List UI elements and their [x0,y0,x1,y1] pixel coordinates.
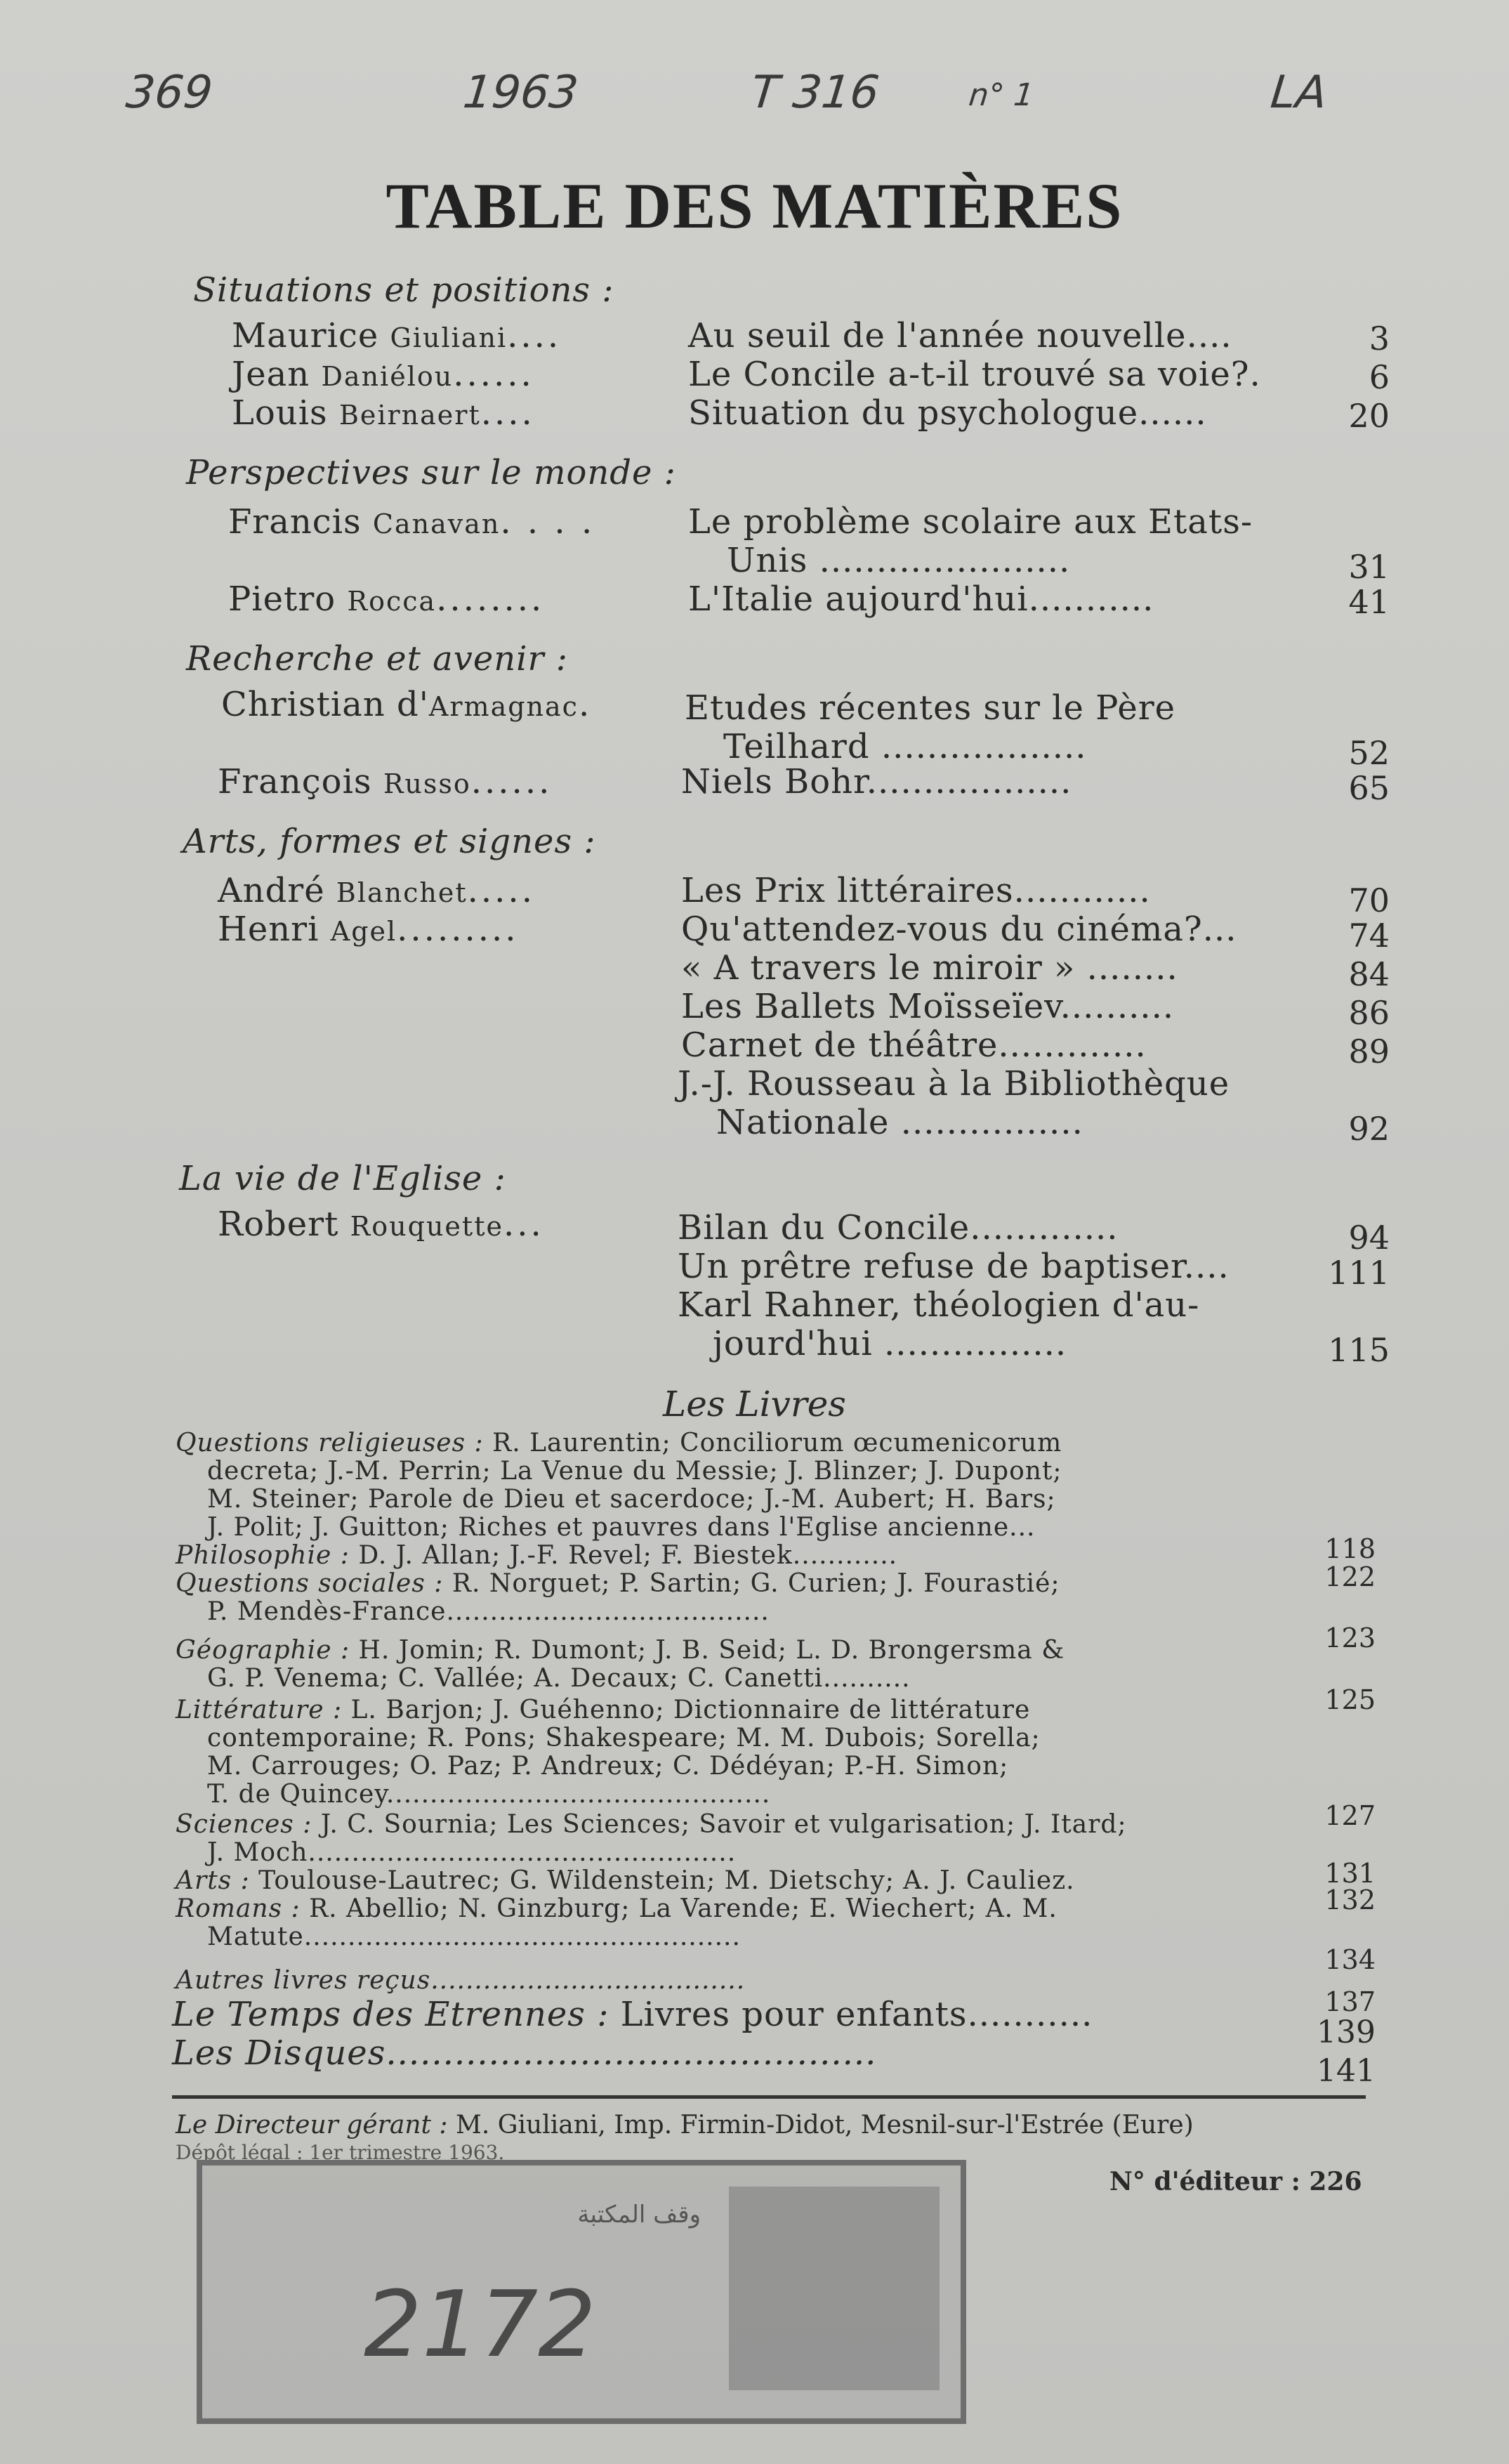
section-heading: La vie de l'Eglise : [179,1159,506,1198]
stamp-seal [729,2187,940,2390]
other-books: Autres livres reçus.................................... [176,1966,746,1995]
book-category: Questions religieuses : [176,1429,484,1457]
book-text: Toulouse-Lautrec; G. Wildenstein; M. Dietschy; A. J. Cauliez. [249,1866,1075,1895]
page-number: 3 [1369,320,1390,358]
page-number: 111 [1328,1254,1390,1292]
footer-editor-number: N° d'éditeur : 226 [1109,2167,1362,2196]
article-title: Carnet de théâtre............. [681,1025,1147,1065]
page-number: 41 [1348,583,1390,621]
author-first: François [218,762,372,801]
handwritten-note-1: 369 [124,67,216,119]
article-title-cont: Teilhard .................. [723,727,1087,766]
author [228,502,595,542]
leader-dots: ........ [436,579,545,619]
author-last: Rocca [347,586,437,617]
page-number: 132 [1324,1885,1376,1915]
handwritten-note-5: LA [1268,67,1330,119]
author [232,355,534,394]
article-title-cont: Nationale ................ [716,1103,1083,1142]
author-first: Pietro [228,579,336,619]
page-number: 122 [1324,1561,1376,1592]
article-title: Etudes récentes sur le Père [685,688,1176,728]
author [232,393,535,433]
book-category: Questions sociales : [176,1569,444,1598]
page-number: 115 [1328,1331,1390,1369]
article-title: Au seuil de l'année nouvelle.... [688,316,1232,355]
footer-label: Le Directeur gérant : [176,2111,448,2139]
page-number: 141 [1317,2053,1376,2089]
book-line: Matute.................................................. [207,1922,741,1951]
author-last: Russo [383,768,471,799]
author [218,910,519,949]
author [221,685,592,724]
page-number: 127 [1324,1800,1376,1831]
disques-line: Les Disques........................................... [172,2033,877,2073]
book-line [176,1637,1313,1665]
etrennes-line [172,1995,1093,2034]
author [218,871,535,910]
author [228,579,544,619]
article-title: Situation du psychologue...... [688,393,1207,433]
handwritten-note-3: T 316 [749,67,882,119]
page-number: 20 [1348,397,1390,435]
leader-dots: ......... [397,910,519,949]
library-stamp [197,2160,966,2424]
article-title: Le Concile a-t-il trouvé sa voie?. [688,355,1261,394]
author-last: Beirnaert [338,400,481,431]
etrennes-label: Le Temps des Etrennes : [172,1995,609,2034]
etrennes-text: Livres pour enfants........... [609,1995,1093,2034]
book-line [176,1867,1313,1895]
author-last: Canavan [372,509,501,539]
article-title: Le problème scolaire aux Etats- [688,502,1253,542]
page-number: 84 [1348,955,1390,993]
page-title: TABLE DES MATIÈRES [386,170,1123,242]
page-number: 139 [1317,2014,1376,2050]
author-first: Maurice [232,316,379,355]
article-title: Les Prix littéraires............ [681,871,1151,910]
section-heading: Arts, formes et signes : [183,822,596,861]
article-title-cont: jourd'hui ................ [713,1324,1067,1363]
section-heading: Recherche et avenir : [186,639,568,679]
page-number: 92 [1348,1110,1390,1148]
author-last: Agel [330,916,397,947]
book-text: H. Jomin; R. Dumont; J. B. Seid; L. D. Brongersma & [350,1636,1065,1665]
page-number: 137 [1324,1986,1376,2017]
author [232,316,561,355]
author [218,762,552,801]
page-number: 86 [1348,994,1390,1032]
section-heading: Situations et positions : [193,270,614,310]
article-title: « A travers le miroir » ........ [681,948,1178,988]
leader-dots: .... [480,393,535,433]
author-first: Robert [218,1205,339,1244]
divider [172,2095,1366,2099]
book-text: R. Laurentin; Conciliorum œcumenicorum [483,1429,1062,1457]
book-line [176,1570,1313,1598]
handwritten-note-4: n° 1 [967,77,1036,113]
book-line: G. P. Venema; C. Vallée; A. Decaux; C. Canetti.......... [207,1664,911,1693]
article-title: Les Ballets Moïsseïev.......... [681,987,1175,1026]
author [218,1205,544,1244]
book-text: D. J. Allan; J.-F. Revel; F. Biestek............ [349,1541,898,1570]
author-first: Louis [232,393,328,433]
book-text: R. Norguet; P. Sartin; G. Curien; J. Fourastié; [443,1569,1060,1598]
footer-legal: Dépôt légal : 1er trimestre 1963. [176,2141,505,2164]
books-heading: Les Livres [663,1384,846,1424]
author-last: Giuliani [390,322,508,353]
book-line [176,1811,1313,1839]
leader-dots: ...... [453,355,534,394]
book-category: Philosophie : [176,1541,350,1570]
leader-dots: ... [503,1205,544,1244]
author-first: André [218,871,325,910]
author-last: Armagnac [428,691,579,722]
book-category: Sciences : [176,1810,312,1839]
handwritten-note-2: 1963 [461,67,581,119]
page-number: 94 [1348,1219,1390,1257]
book-category: Arts : [176,1866,250,1895]
leader-dots: .... [507,316,562,355]
book-line: contemporaine; R. Pons; Shakespeare; M. M. Dubois; Sorella; [207,1724,1041,1752]
page-number: 6 [1369,358,1390,396]
author-first: Jean [232,355,310,394]
book-line: M. Steiner; Parole de Dieu et sacerdoce; J.-M. Aubert; H. Bars; [207,1485,1056,1514]
page-number: 31 [1348,548,1390,586]
stamp-number: 2172 [364,2271,596,2378]
author-first: Francis [228,502,362,542]
page-number: 131 [1324,1858,1376,1889]
article-title: Bilan du Concile............. [678,1208,1119,1247]
page-number: 65 [1348,769,1390,807]
book-line: M. Carrouges; O. Paz; P. Andreux; C. Dédéyan; P.-H. Simon; [207,1752,1009,1781]
footer-line-1 [176,2111,1194,2139]
page-number: 70 [1348,882,1390,919]
page-number: 52 [1348,734,1390,772]
page-number: 125 [1324,1684,1376,1715]
article-title: L'Italie aujourd'hui........... [688,579,1154,619]
leader-dots: . [578,685,593,724]
page-number: 134 [1324,1944,1376,1975]
page-number: 74 [1348,917,1390,955]
stamp-label: وقف المكتبة [577,2201,701,2229]
article-title-cont: Unis ...................... [727,541,1071,580]
book-line [176,1542,1313,1570]
author-first: Henri [218,910,319,949]
section-heading: Perspectives sur le monde : [186,453,676,492]
author-first: Christian d' [221,685,429,724]
footer-text: M. Giuliani, Imp. Firmin-Didot, Mesnil-sur-l'Estrée (Eure) [447,2111,1194,2139]
book-line: J. Moch................................................. [207,1838,737,1867]
leader-dots: ...... [470,762,553,801]
book-line: P. Mendès-France..................................... [207,1597,770,1626]
book-line: T. de Quincey............................................ [207,1780,771,1809]
leader-dots: . . . . [500,502,595,542]
book-text: J. C. Sournia; Les Sciences; Savoir et vulgarisation; J. Itard; [312,1810,1127,1839]
book-category: Littérature : [176,1696,343,1724]
book-text: L. Barjon; J. Guéhenno; Dictionnaire de littérature [342,1696,1031,1724]
author-last: Daniélou [321,361,454,392]
article-title: Karl Rahner, théologien d'au- [678,1285,1200,1325]
book-text: R. Abellio; N. Ginzburg; La Varende; E. Wiechert; A. M. [300,1894,1057,1923]
page-number: 123 [1324,1623,1376,1653]
book-line [176,1895,1313,1923]
article-title: Un prêtre refuse de baptiser.... [678,1247,1230,1286]
page-number: 118 [1324,1533,1376,1564]
book-line: decreta; J.-M. Perrin; La Venue du Messie; J. Blinzer; J. Dupont; [207,1457,1062,1486]
leader-dots: ..... [467,871,535,910]
page-number: 89 [1348,1033,1390,1070]
article-title: Qu'attendez-vous du cinéma?... [681,910,1237,949]
author-last: Blanchet [336,877,468,908]
book-line [176,1429,1313,1457]
author-last: Rouquette [350,1211,503,1242]
book-category: Géographie : [176,1636,350,1665]
book-line: J. Polit; J. Guitton; Riches et pauvres dans l'Eglise ancienne... [207,1513,1036,1542]
article-title: Niels Bohr.................. [681,762,1072,801]
book-line [176,1696,1313,1724]
article-title: J.-J. Rousseau à la Bibliothèque [678,1064,1230,1103]
book-category: Romans : [176,1894,301,1923]
